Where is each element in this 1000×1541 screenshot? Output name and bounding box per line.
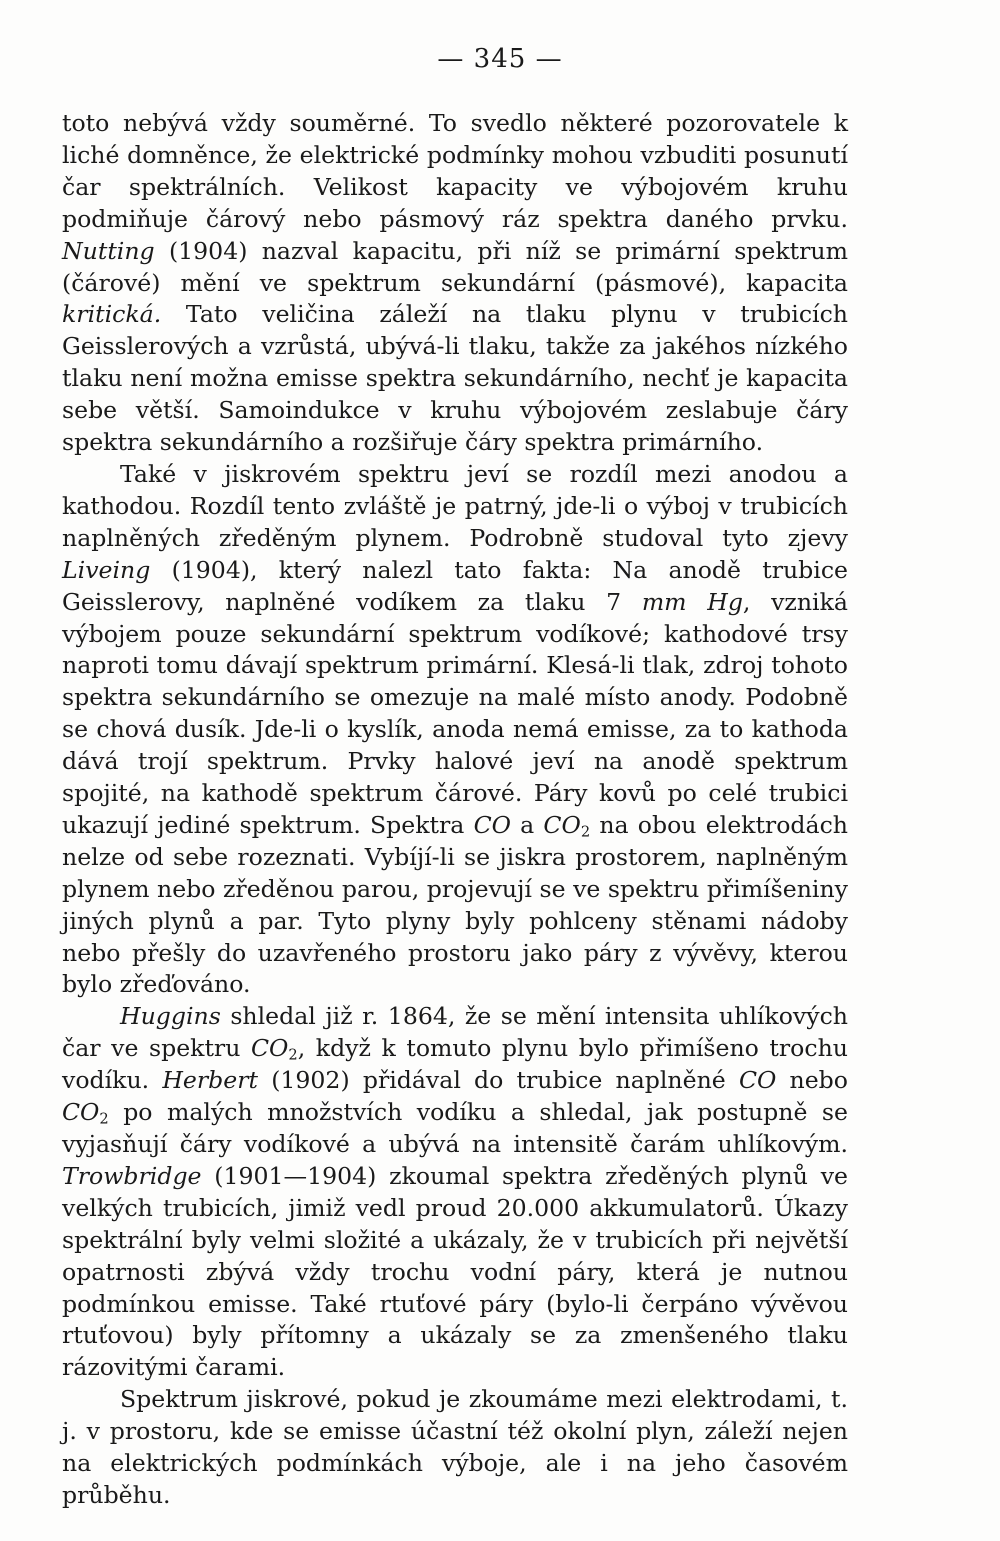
italic-text: Herbert [162,1066,259,1095]
italic-text: kritická. [62,300,162,329]
italic-text: Liveing [62,555,151,584]
text-run: (1904) nazval kapacitu, při níž se primární spektrum (čárové) mění ve spektrum sekundární (pásmové), kapacita [62,236,848,297]
paragraph [62,459,848,1001]
subscript: 2 [288,1046,298,1064]
italic-text: CO [62,1098,100,1127]
italic-text: CO [250,1034,289,1063]
paragraph [62,108,848,459]
italic-text: mm Hg [641,587,743,616]
text-run: na obou elektrodách nelze od sebe rozeznati. Vybíjí-li se jiskra prostorem, naplněným plynem nebo zředěnou parou, projevují se ve spektru přimíšeniny jiných plynů a par. Tyto plyny byly pohlceny stěnami nádoby nebo přešly do uzavřeného prostoru jako páry z vývěvy, kterou bylo zřeďováno. [62,810,848,999]
text-run: , když k tomuto plynu bylo přimíšeno trochu vodíku. [62,1034,848,1095]
subscript: 2 [99,1110,109,1128]
text-run: toto nebývá vždy souměrné. To svedlo některé pozorovatele k liché domněnce, že elektrické podmínky mohou vzbuditi posunutí čar spektrálních. Velikost kapacity ve výbojovém kruhu podmiňuje čárový nebo pásmový ráz spektra daného prvku. [62,109,848,233]
paragraph [62,1384,848,1512]
text-run: (1901—1904) zkoumal spektra zředěných plynů ve velkých trubicích, jimiž vedl proud 20.000 akkumulatorů. Úkazy spektrální byly velmi složité a ukázaly, že v trubicích při největší opatrnosti zbývá vždy trochu vodní páry, která je nutnou podmínkou emisse. Také rtuťové páry (bylo-li čerpáno vývěvou rtuťovou) byly přítomny a ukázaly se za zmenšeného tlaku rázovitými čarami. [62,1161,848,1382]
text-run: nebo [776,1066,848,1095]
italic-text: Nutting [62,236,155,265]
italic-text: Trowbridge [62,1161,202,1190]
text-run: Tato veličina záleží na tlaku plynu v trubicích Geisslerových a vzrůstá, ubývá-li tlaku, takže za jakéhos nízkého tlaku není možna emisse spektra sekundárního, nechť je kapacita sebe větší. Samoindukce v kruhu výbojovém zeslabuje čáry spektra sekundárního a rozšiřuje čáry spektra primárního. [62,300,848,457]
text-run: shledal již r. 1864, že se mění intensita uhlíkových čar ve spektru [62,1002,848,1063]
italic-text: Huggins [120,1002,221,1031]
italic-text: CO [738,1066,777,1095]
text-run: po malých množstvích vodíku a shledal, jak postupně se vyjasňují čáry vodíkové a ubývá na intensitě čarám uhlíkovým. [62,1098,848,1158]
text-run: Spektrum jiskrové, pokud je zkoumáme mezi elektrodami, t. j. v prostoru, kde se emisse účastní též okolní plyn, záleží nejen na elektrických podmínkách výboje, ale i na jeho časovém průběhu. [62,1385,848,1509]
paragraph [62,1001,848,1384]
text-run: Také v jiskrovém spektru jeví se rozdíl mezi anodou a kathodou. Rozdíl tento zvláště je patrný, jde-li o výboj v trubicích naplněných zředěným plynem. Podrobně studoval tyto zjevy [62,459,848,552]
text-run: (1904), který nalezl tato fakta: Na anodě trubice Geisslerovy, naplněné vodíkem za tlaku 7 [62,555,848,616]
italic-text: CO [543,810,581,839]
subscript: 2 [580,823,591,841]
page-number: — 345 — [437,44,563,74]
italic-text: CO [473,810,511,839]
text-run: a [510,810,544,839]
text-run: , vzniká výbojem pouze sekundární spektrum vodíkové; kathodové trsy naproti tomu dávají spektrum primární. Klesá-li tlak, zdroj tohoto spektra sekundárního se omezuje na malé místo anody. Podobně se chová dusík. Jde-li o kyslík, anoda nemá emisse, za to kathoda dává trojí spektrum. Prvky halové jeví na anodě spektrum spojité, na kathodě spektrum čárové. Páry kovů po celé trubici ukazují jediné spektrum. Spektra [62,587,848,839]
text-run: (1902) přidával do trubice naplněné [258,1066,739,1095]
text-body [62,108,848,1512]
